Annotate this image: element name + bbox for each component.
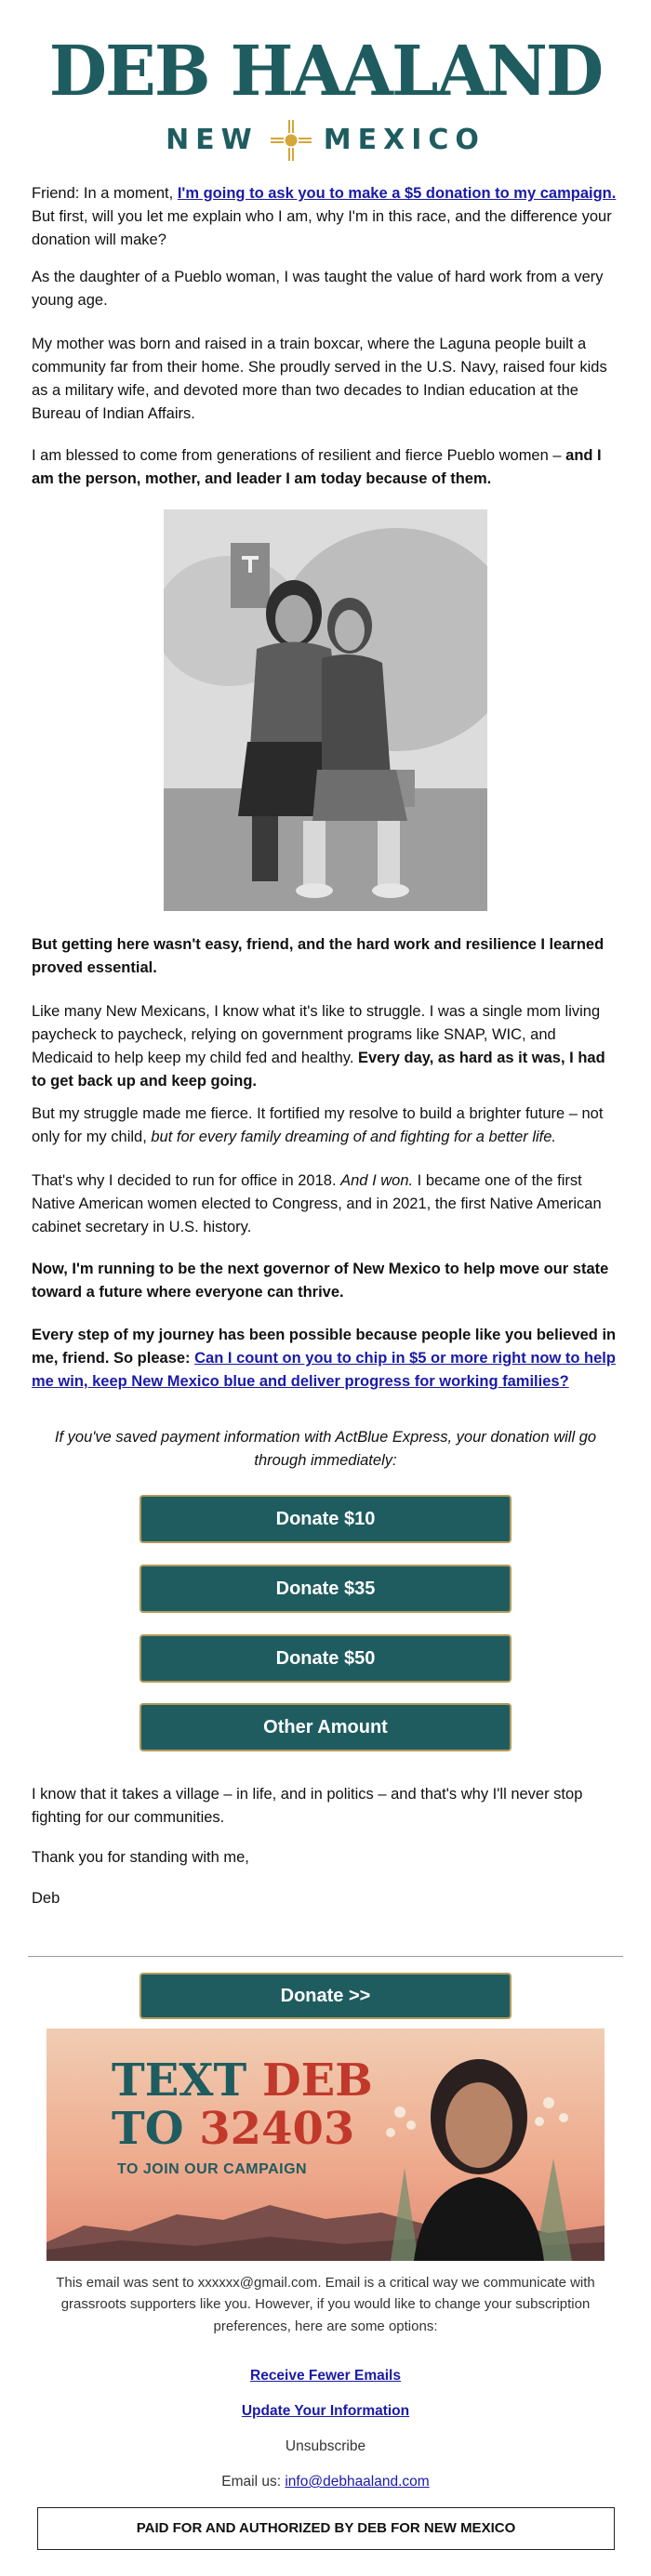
email-contact: Email us: info@debhaaland.com xyxy=(221,2474,430,2490)
unsubscribe-link[interactable]: Unsubscribe xyxy=(285,2438,366,2454)
closing-paragraph: I know that it takes a village – in life, and in politics – and that's why I'll never stop fighting for our communities. xyxy=(32,1786,583,1827)
receive-fewer-emails-link[interactable]: Receive Fewer Emails xyxy=(250,2368,401,2384)
body-paragraph-10: Every step of my journey has been possible because people like you believed in me, friend. So please: Can I count on you to chip in $5 or more right now to help me win, keep New Mexico blue and deliver progress for working families? xyxy=(32,1327,617,1391)
body-paragraph-8: That's why I decided to run for office in 2018. And I won. I became one of the first Native American women elected to Congress, and in 2021, the first Native American cabinet secretary in U.S. history. xyxy=(32,1172,602,1236)
intro-paragraph-4: I am blessed to come from generations of resilient and fierce Pueblo women – and I am the person, mother, and leader I am today because of them. xyxy=(32,447,602,488)
body-paragraph-7: But my struggle made me fierce. It fortified my resolve to build a brighter future – not only for my child, but for every family dreaming of and fighting for a better life. xyxy=(32,1105,604,1146)
logo-name: DEB HAALAND xyxy=(48,32,603,112)
chip-in-link[interactable]: Can I count on you to chip in $5 or more right now to help me win, keep New Mexico blue and deliver progress for working families? xyxy=(32,1350,616,1391)
closing-thanks: Thank you for standing with me, xyxy=(32,1849,249,1866)
logo-state-left: NEW xyxy=(166,124,259,156)
banner-line-3: TO JOIN OUR CAMPAIGN xyxy=(117,2161,308,2177)
footer-divider xyxy=(28,1956,623,1957)
footer-donate-button[interactable]: Donate >> xyxy=(140,1973,512,2019)
signature: Deb xyxy=(32,1890,60,1907)
banner-line-2: TO 32403 xyxy=(112,2103,355,2155)
banner-line-1: TEXT DEB xyxy=(112,2054,373,2107)
body-paragraph-9: Now, I'm running to be the next governor of New Mexico to help move our state toward a future where everyone can thrive. xyxy=(32,1261,609,1301)
donate-35-button[interactable]: Donate $35 xyxy=(140,1565,512,1613)
body-paragraph-5: But getting here wasn't easy, friend, and the hard work and resilience I learned proved essential. xyxy=(32,936,604,977)
donate-10-button[interactable]: Donate $10 xyxy=(140,1495,512,1543)
logo-state-row xyxy=(0,117,651,164)
body-paragraph-6: Like many New Mexicans, I know what it's like to struggle. I was a single mom living paycheck to paycheck, relying on government programs like SNAP, WIC, and Medicaid to help keep my child fed and healthy. Every day, as hard as it was, I had to get back up and keep going. xyxy=(32,1003,605,1090)
family-photo xyxy=(164,509,487,911)
donate-50-button[interactable]: Donate $50 xyxy=(140,1634,512,1683)
logo-state-right: MEXICO xyxy=(323,124,485,156)
contact-email-link[interactable]: info@debhaaland.com xyxy=(285,2474,430,2490)
photo-illustration xyxy=(164,509,487,911)
donate-5-link[interactable]: I'm going to ask you to make a $5 donation to my campaign. xyxy=(177,185,617,202)
footer-notice: This email was sent to xxxxxx@gmail.com. Email is a critical way we communicate with grassroots supporters like you. However, if you would like to change your subscription preferences, here are some options: xyxy=(56,2275,595,2334)
donate-other-amount-button[interactable]: Other Amount xyxy=(140,1703,512,1751)
text-deb-banner[interactable] xyxy=(46,2028,604,2261)
header-logo xyxy=(0,32,651,164)
actblue-express-note: If you've saved payment information with ActBlue Express, your donation will go through immediately: xyxy=(54,1429,597,1470)
paid-for-disclaimer: PAID FOR AND AUTHORIZED BY DEB FOR NEW MEXICO xyxy=(37,2507,615,2550)
update-information-link-wrap xyxy=(0,2400,651,2423)
intro-paragraph-1: Friend: In a moment, I'm going to ask you to make a $5 donation to my campaign. But first, will you let me explain who I am, why I'm in this race, and the difference your donation will make? xyxy=(32,185,617,249)
receive-fewer-emails-link-wrap xyxy=(0,2365,651,2387)
zia-sun-icon xyxy=(268,117,314,164)
intro-paragraph-2: As the daughter of a Pueblo woman, I was taught the value of hard work from a very young age. xyxy=(32,269,604,310)
intro-paragraph-3: My mother was born and raised in a train boxcar, where the Laguna people built a community far from their home. She proudly served in the U.S. Navy, raised four kids as a military wife, and devoted more than two decades to Indian education at the Bureau of Indian Affairs. xyxy=(32,336,607,423)
update-information-link[interactable]: Update Your Information xyxy=(241,2403,410,2419)
